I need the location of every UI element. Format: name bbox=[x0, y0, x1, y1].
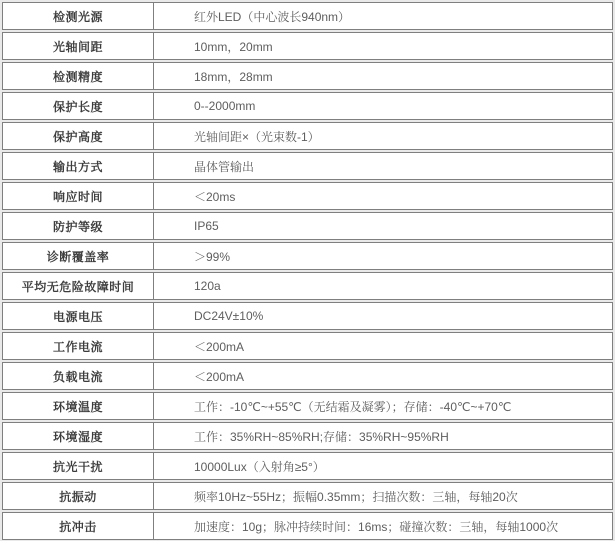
spec-label: 抗冲击 bbox=[3, 513, 154, 539]
spec-label: 检测光源 bbox=[3, 3, 154, 29]
table-row bbox=[2, 182, 613, 210]
spec-label: 负载电流 bbox=[3, 363, 154, 389]
table-row bbox=[2, 212, 613, 240]
spec-value: ＞99% bbox=[194, 249, 231, 264]
spec-label: 光轴间距 bbox=[3, 33, 154, 59]
spec-label: 诊断覆盖率 bbox=[3, 243, 154, 269]
spec-value: 120a bbox=[194, 279, 221, 293]
table-row bbox=[2, 272, 613, 300]
spec-value: 工作：-10℃~+55℃（无结霜及凝雾）；存储：-40℃~+70℃ bbox=[194, 399, 512, 414]
spec-label: 抗振动 bbox=[3, 483, 154, 509]
table-row bbox=[2, 362, 613, 390]
table-row bbox=[2, 392, 613, 420]
spec-value: 10mm，20mm bbox=[194, 39, 273, 54]
spec-label: 防护等级 bbox=[3, 213, 154, 239]
spec-label: 环境温度 bbox=[3, 393, 154, 419]
spec-label: 工作电流 bbox=[3, 333, 154, 359]
spec-value: 频率10Hz~55Hz；振幅0.35mm；扫描次数：三轴，每轴20次 bbox=[194, 489, 518, 504]
spec-label: 环境湿度 bbox=[3, 423, 154, 449]
spec-value: 0--2000mm bbox=[194, 99, 256, 113]
table-row bbox=[2, 62, 613, 90]
table-row bbox=[2, 242, 613, 270]
table-row bbox=[2, 452, 613, 480]
spec-label: 响应时间 bbox=[3, 183, 154, 209]
table-row bbox=[2, 302, 613, 330]
table-row bbox=[2, 422, 613, 450]
spec-value: IP65 bbox=[194, 219, 219, 233]
spec-label: 检测精度 bbox=[3, 63, 154, 89]
spec-value: 加速度：10g；脉冲持续时间：16ms；碰撞次数：三轴，每轴1000次 bbox=[194, 519, 559, 534]
spec-value: DC24V±10% bbox=[194, 309, 264, 323]
spec-value: 18mm，28mm bbox=[194, 69, 273, 84]
table-row bbox=[2, 122, 613, 150]
spec-value: 10000Lux（入射角≥5°） bbox=[194, 459, 325, 474]
table-row bbox=[2, 2, 613, 30]
table-row bbox=[2, 92, 613, 120]
table-row bbox=[2, 482, 613, 510]
spec-value: ＜20ms bbox=[194, 189, 236, 204]
spec-label: 抗光干扰 bbox=[3, 453, 154, 479]
spec-label: 保护高度 bbox=[3, 123, 154, 149]
spec-value: ＜200mA bbox=[194, 339, 245, 354]
spec-value: ＜200mA bbox=[194, 369, 245, 384]
table-row bbox=[2, 32, 613, 60]
spec-label: 平均无危险故障时间 bbox=[3, 273, 154, 299]
spec-value: 光轴间距×（光束数-1） bbox=[194, 129, 320, 144]
spec-label: 保护长度 bbox=[3, 93, 154, 119]
spec-label: 输出方式 bbox=[3, 153, 154, 179]
table-row bbox=[2, 332, 613, 360]
spec-value: 红外LED（中心波长940nm） bbox=[194, 9, 351, 24]
spec-value: 晶体管输出 bbox=[194, 159, 255, 174]
table-row bbox=[2, 152, 613, 180]
table-row bbox=[2, 512, 613, 540]
spec-value: 工作：35%RH~85%RH;存储：35%RH~95%RH bbox=[194, 429, 449, 444]
spec-label: 电源电压 bbox=[3, 303, 154, 329]
